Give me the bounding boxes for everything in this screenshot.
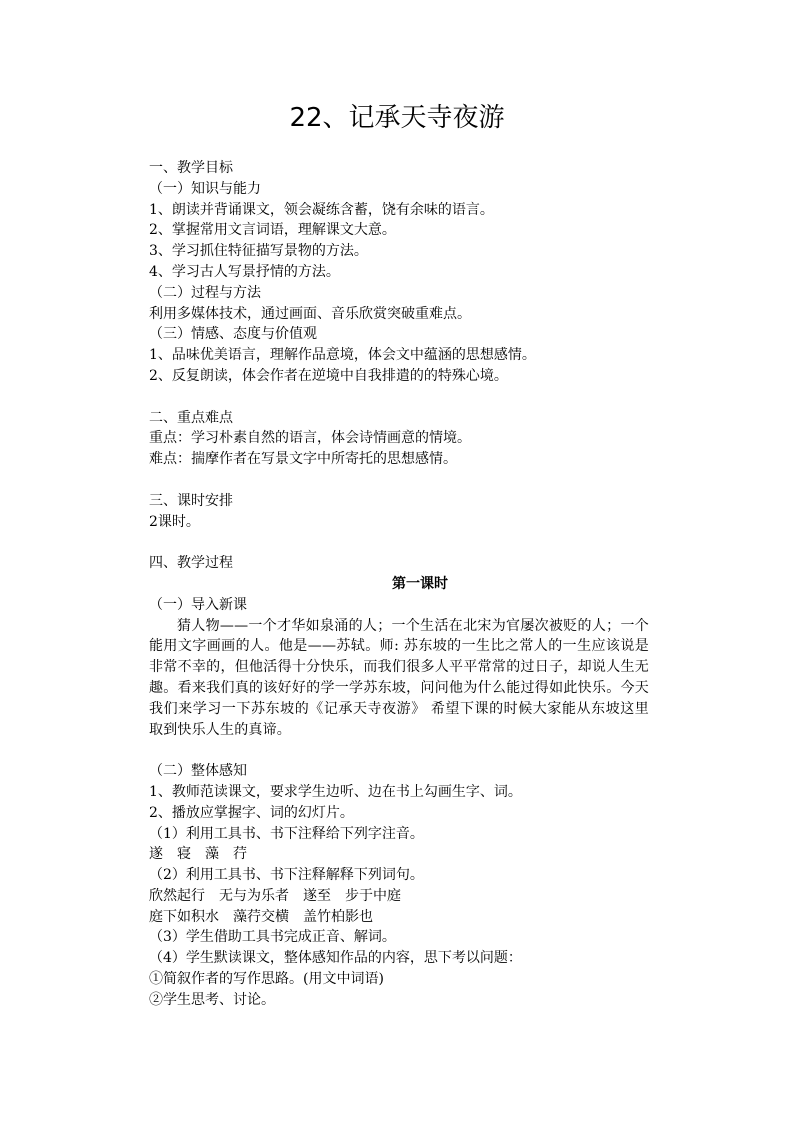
schedule-text: 2课时。: [149, 513, 200, 530]
subheading-attitude: （三）情感、态度与价值观: [149, 326, 317, 343]
key-point-text: 重点：学习朴素自然的语言，体会诗情画意的情境。: [149, 430, 471, 447]
list-item: 1、朗读并背诵课文，领会凝练含蓄，饶有余味的语言。: [149, 201, 494, 218]
list-item: 2、掌握常用文言词语，理解课文大意。: [149, 222, 396, 239]
list-item: 利用多媒体技术，通过画面、音乐欣赏突破重难点。: [149, 305, 471, 322]
section-heading-schedule: 三、课时安排: [149, 492, 233, 509]
list-item: （4）学生默读课文，整体感知作品的内容，思下考以问题：: [149, 950, 522, 967]
section-heading-objectives: 一、教学目标: [149, 160, 233, 176]
document-title: 22、记承天寺夜游: [289, 103, 505, 133]
intro-paragraph: 猜人物——一个才华如泉涌的人；一个生活在北宋为官屡次被贬的人；一个能用文字画画的人。他是——苏轼。师: 苏东坡的一生比之常人的一生应该说是非常不幸的，但他活得十分快乐，而我们很多人平平常常的过日子，却说人生无趣。看来我们真的该好好的学一学苏东坡，问问他为什么能过得如此快乐。今天我们来学习一下苏东坡的《记承天寺夜游》 希望下课的时候大家能从东坡这里取到快乐人生的真谛。: [149, 617, 649, 738]
subheading-intro: （一）导入新课: [149, 596, 247, 613]
list-item: 1、品味优美语言，理解作品意境，体会文中蕴涵的思想感情。: [149, 347, 536, 364]
list-item: 欣然起行 无与为乐者 遂至 步于中庭: [149, 887, 401, 904]
document-body: [149, 158, 649, 1011]
section-heading-key-points: 二、重点难点: [149, 409, 233, 426]
list-item: （3）学生借助工具书完成正音、解词。: [149, 929, 396, 946]
list-item: 遂 寝 藻 荇: [149, 846, 247, 863]
list-item: 3、学习抓住特征描写景物的方法。: [149, 243, 368, 260]
list-item: 2、反复朗读，体会作者在逆境中自我排遣的的特殊心境。: [149, 367, 508, 384]
list-item: 4、学习古人写景抒情的方法。: [149, 263, 340, 280]
difficult-point-text: 难点：揣摩作者在写景文字中所寄托的思想感情。: [149, 451, 457, 468]
list-item: 1、教师范读课文，要求学生边听、边在书上勾画生字、词。: [149, 783, 522, 800]
list-item: （1）利用工具书、书下注释给下列字注音。: [149, 825, 424, 842]
subheading-perceive: （二）整体感知: [149, 763, 247, 780]
lesson-title: 第一课时: [392, 575, 448, 592]
list-item: 2、播放应掌握字、词的幻灯片。: [149, 804, 354, 821]
subheading-process: （二）过程与方法: [149, 284, 261, 301]
section-heading-process: 四、教学过程: [149, 555, 233, 572]
list-item: ②学生思考、讨论。: [149, 991, 275, 1008]
list-item: （2）利用工具书、书下注释解释下列词句。: [149, 867, 424, 884]
list-item: ①简叙作者的写作思路。(用文中词语): [149, 971, 384, 988]
list-item: 庭下如积水 藻荇交横 盖竹柏影也: [149, 908, 373, 925]
subheading-knowledge: （一）知识与能力: [149, 180, 261, 197]
